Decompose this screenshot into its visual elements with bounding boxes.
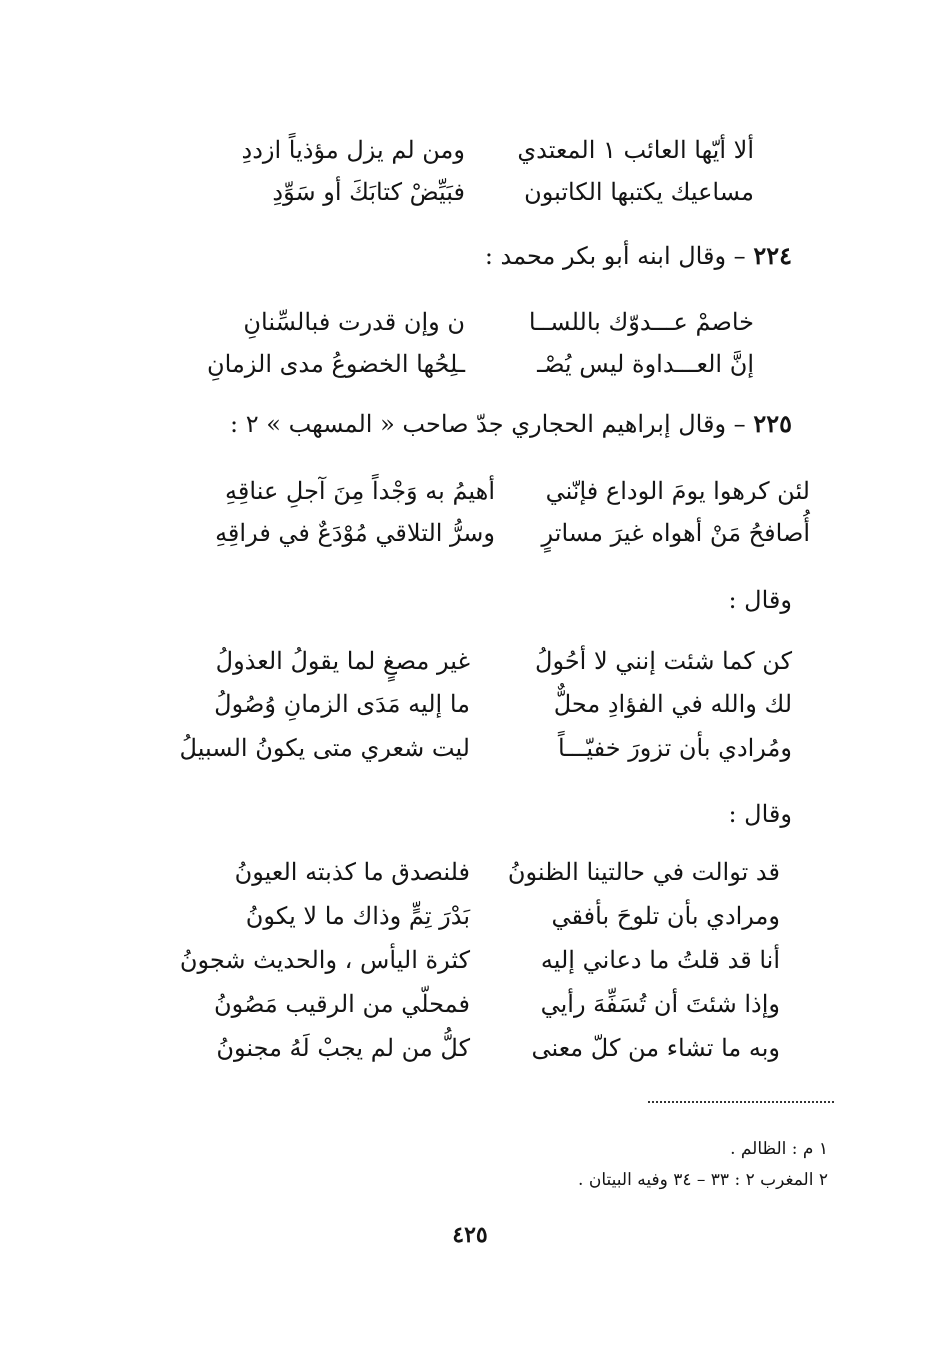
verse-3-2-second-hemistich: وسرُّ التلاقي مُوْدَعٌ في فراقِهِ: [215, 519, 495, 547]
verse-2-2-first-hemistich: إنَّ العـــداوة ليس يُصْـ: [537, 350, 754, 378]
footnote-2: ٢ المغرب ٢ : ٣٣ – ٣٤ وفيه البيتان .: [578, 1170, 828, 1190]
verse-3-1-second-hemistich: أهيمُ به وَجْداً مِنَ آجلِ عناقِهِ: [225, 477, 495, 505]
verse-4-2-first-hemistich: لك والله في الفؤادِ محلٌّ: [553, 690, 792, 718]
verse-2-1-first-hemistich: خاصمْ عـــدوّك باللســا: [528, 308, 754, 336]
verse-1-1-first-hemistich: ألا أيّها العائب ١ المعتدي: [517, 136, 754, 164]
intro-wa-qal-1: وقال :: [728, 586, 792, 614]
verse-4-1-second-hemistich: غير مصغٍ لما يقولُ العذولُ: [215, 647, 470, 675]
footnote-separator: [648, 1101, 834, 1103]
verse-1-1-second-hemistich: ومن لم يزل مؤذياً ازددِ: [241, 136, 465, 164]
verse-2-2-second-hemistich: ـلِحُها الخضوعُ مدى الزمانِ: [207, 350, 465, 378]
verse-5-1-first-hemistich: قد توالت في حالتينا الظنونُ: [507, 858, 780, 886]
section-heading-225: [230, 408, 792, 440]
section-text: – وقال ابنه أبو بكر محمد :: [484, 242, 746, 270]
verse-2-1-second-hemistich: ن وإن قدرت فبالسِّنانِ: [243, 308, 465, 336]
verse-5-4-second-hemistich: فمحلّي من الرقيب مَصُونُ: [214, 990, 470, 1018]
section-number: ٢٢٤: [753, 241, 792, 270]
verse-5-2-second-hemistich: بَدْرَ تِمٍّ وذاك ما لا يكونُ: [245, 902, 470, 930]
section-heading-224: [485, 240, 792, 272]
verse-5-5-first-hemistich: وبه ما تشاء من كلّ معنى: [531, 1034, 780, 1062]
verse-4-2-second-hemistich: ما إليه مَدَى الزمانِ وُصُولُ: [214, 690, 470, 718]
verse-5-1-second-hemistich: فلنصدق ما كذبته العيونُ: [234, 858, 470, 886]
verse-5-4-first-hemistich: وإذا شئتَ أن تُسَفِّهَ رأيي: [540, 990, 780, 1018]
verse-5-2-first-hemistich: ومرادي بأن تلوحَ بأفقي: [551, 902, 780, 930]
verse-1-2-second-hemistich: فبَيِّضْ كتابَكَ أو سَوِّدِ: [272, 178, 465, 206]
page-number: ٤٢٥: [452, 1222, 488, 1248]
section-text: – وقال إبراهيم الحجاري جدّ صاحب « المسهب » ٢ :: [230, 410, 746, 438]
section-number: ٢٢٥: [753, 409, 792, 438]
verse-1-2-first-hemistich: مساعيك يكتبها الكاتبون: [524, 178, 754, 206]
footnote-1: ١ م : الظالم .: [730, 1139, 828, 1159]
intro-wa-qal-2: وقال :: [728, 800, 792, 828]
verse-4-1-first-hemistich: كن كما شئت إنني لا أحُولُ: [535, 647, 792, 675]
verse-5-5-second-hemistich: كلُّ من لم يجبْ لَهُ مجنونُ: [216, 1034, 470, 1062]
verse-3-1-first-hemistich: لئن كرهوا يومَ الوداع فإنّني: [545, 477, 810, 505]
verse-4-3-first-hemistich: ومُرادي بأن تزورَ خفيّـــاً: [557, 734, 792, 762]
verse-5-3-second-hemistich: كثرة اليأس ، والحديث شجونُ: [179, 946, 470, 974]
verse-4-3-second-hemistich: ليت شعري متى يكونُ السبيلُ: [179, 734, 470, 762]
verse-5-3-first-hemistich: أنا قد قلتُ ما دعاني إليه: [540, 946, 780, 974]
verse-3-2-first-hemistich: أُصافحُ مَنْ أهواه غيرَ مساترٍ: [541, 519, 810, 547]
